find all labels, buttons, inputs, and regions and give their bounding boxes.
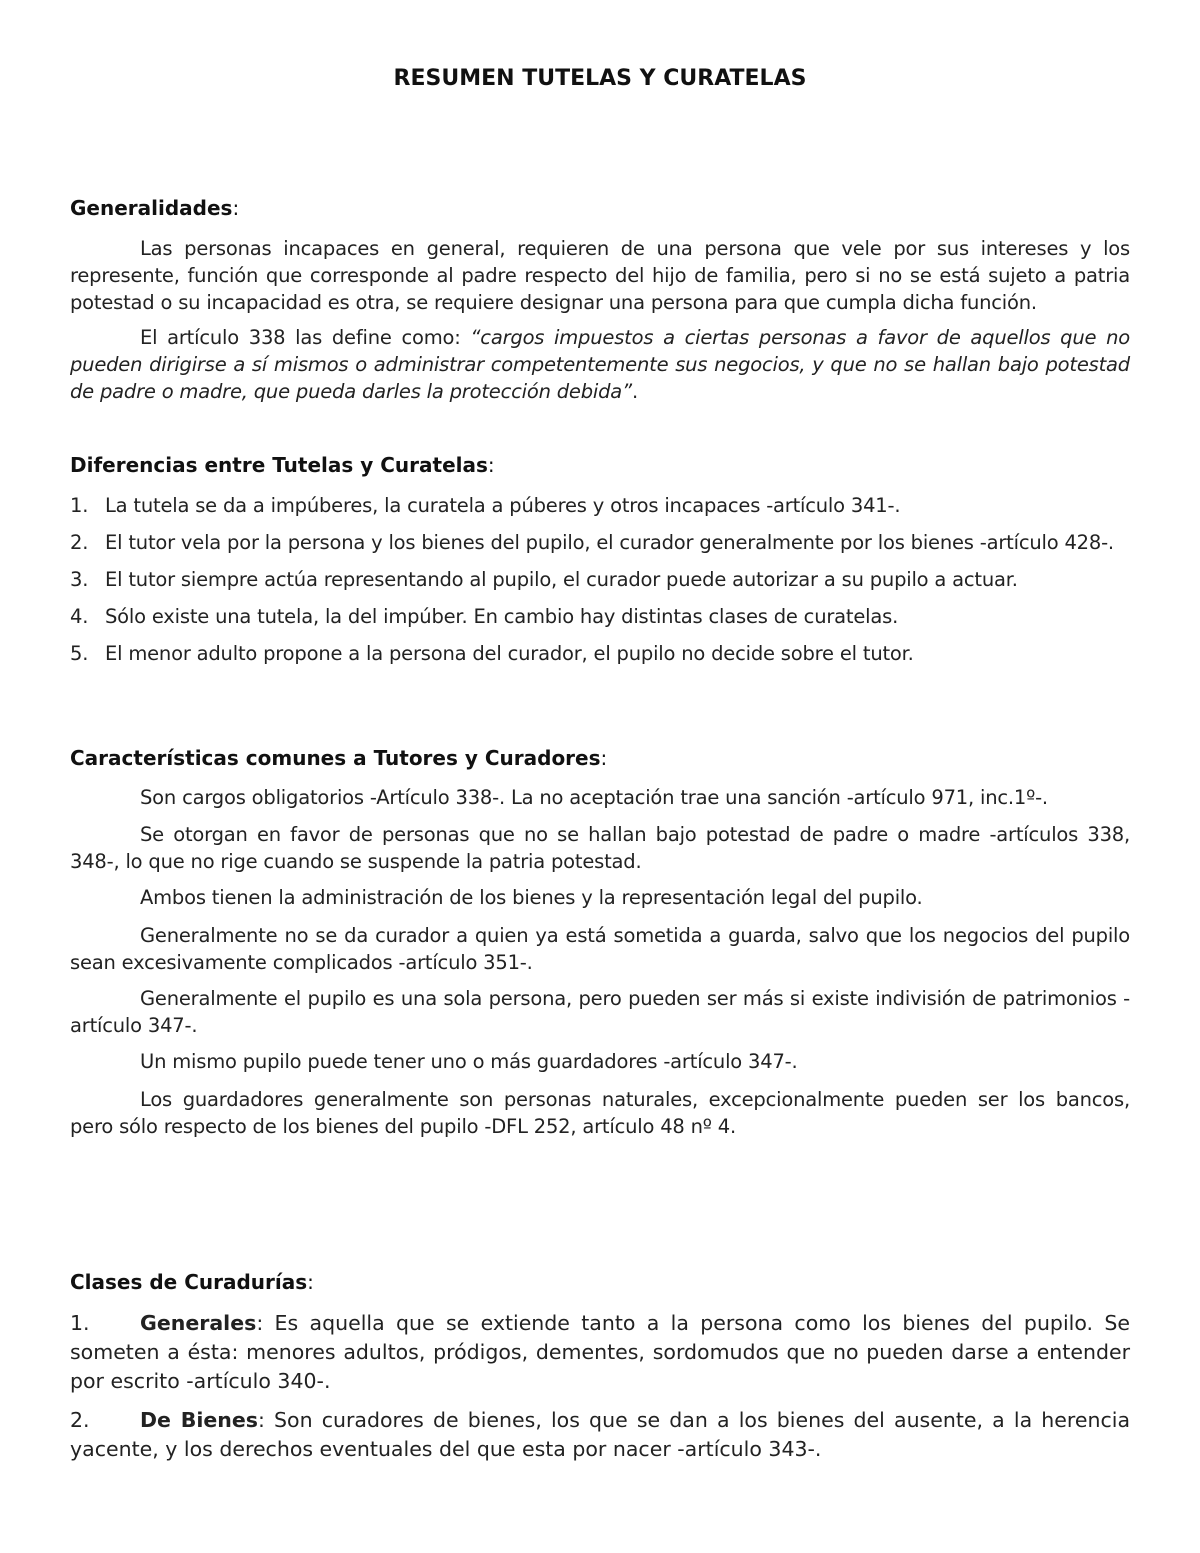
caracteristicas-paragraph-4: Generalmente no se da curador a quien ya está sometida a guarda, salvo que los negocios del pupilo sean excesivamente complicados -artículo 351-. <box>70 924 1130 974</box>
list-number: 1. <box>70 494 89 517</box>
heading-colon: : <box>600 746 608 770</box>
list-number: 3. <box>70 568 89 591</box>
generalidades-paragraph-1: Las personas incapaces en general, requieren de una persona que vele por sus intereses y los represente, función que corresponde al padre respecto del hijo de familia, pero si no se está sujeto a patria potestad o su incapacidad es otra, se requiere designar una persona para que cumpla dicha función. <box>70 237 1130 314</box>
list-text: El menor adulto propone a la persona del curador, el pupilo no decide sobre el tutor. <box>105 642 914 665</box>
caracteristicas-paragraph-7: Los guardadores generalmente son personas naturales, excepcionalmente pueden ser los bancos, pero sólo respecto de los bienes del pupilo -DFL 252, artículo 48 nº 4. <box>70 1088 1130 1138</box>
caracteristicas-paragraph-1: Son cargos obligatorios -Artículo 338-. La no aceptación trae una sanción -artículo 971, inc.1º-. <box>140 786 1048 809</box>
definition-end: . <box>631 380 638 403</box>
caracteristicas-paragraph-5: Generalmente el pupilo es una sola persona, pero pueden ser más si existe indivisión de patrimonios -artículo 347-. <box>70 987 1130 1037</box>
list-item <box>70 1309 1130 1396</box>
list-number: 2. <box>70 531 89 554</box>
heading-diferencias <box>70 453 495 477</box>
list-number: 2. <box>70 1408 90 1432</box>
heading-caracteristicas <box>70 746 607 770</box>
caracteristicas-paragraph-2: Se otorgan en favor de personas que no se hallan bajo potestad de padre o madre -artículos 338, 348-, lo que no rige cuando se suspende la patria potestad. <box>70 823 1130 873</box>
list-number: 4. <box>70 605 89 628</box>
heading-colon: : <box>307 1270 314 1294</box>
generalidades-paragraph-2 <box>70 324 1130 405</box>
list-label: Generales <box>140 1311 257 1335</box>
list-item <box>70 529 1130 556</box>
heading-text: Características comunes a Tutores y Curadores <box>70 746 601 770</box>
list-item <box>70 566 1130 593</box>
list-item <box>70 1406 1130 1464</box>
heading-clases <box>70 1270 314 1294</box>
document-title: RESUMEN TUTELAS Y CURATELAS <box>393 66 807 91</box>
list-item <box>70 492 1130 519</box>
diferencias-list <box>70 492 1130 667</box>
list-item <box>70 603 1130 630</box>
heading-text: Diferencias entre Tutelas y Curatelas <box>70 453 488 477</box>
list-text: : Es aquella que se extiende tanto a la persona como los bienes del pupilo. Se someten a ésta: menores adultos, pródigos, dementes, sordomudos que no pueden darse a entender por escrito -artículo 340-. <box>70 1311 1130 1393</box>
heading-colon: : <box>487 453 495 477</box>
list-text: El tutor vela por la persona y los bienes del pupilo, el curador generalmente por los bienes -artículo 428-. <box>105 531 1114 554</box>
list-label: De Bienes <box>140 1408 258 1432</box>
list-text: : Son curadores de bienes, los que se dan a los bienes del ausente, a la herencia yacente, y los derechos eventuales del que esta por nacer -artículo 343-. <box>70 1408 1131 1461</box>
heading-generalidades <box>70 196 239 220</box>
definition-intro: El artículo 338 las define como: <box>140 326 471 349</box>
heading-colon: : <box>232 196 240 220</box>
list-text: La tutela se da a impúberes, la curatela a púberes y otros incapaces -artículo 341-. <box>105 494 901 517</box>
list-text: El tutor siempre actúa representando al pupilo, el curador puede autorizar a su pupilo a actuar. <box>105 568 1018 591</box>
list-number: 1. <box>70 1311 90 1335</box>
list-number: 5. <box>70 642 89 665</box>
clases-list <box>70 1309 1130 1464</box>
list-item <box>70 640 1130 667</box>
definition-quote: “cargos impuestos a ciertas personas a favor de aquellos que no pueden dirigirse a sí mismos o administrar competentemente sus negocios, y que no se hallan bajo potestad de padre o madre, que pueda darles la protección debida” <box>70 326 1130 403</box>
heading-text: Generalidades <box>70 196 233 220</box>
list-text: Sólo existe una tutela, la del impúber. En cambio hay distintas clases de curatelas. <box>105 605 899 628</box>
caracteristicas-paragraph-3: Ambos tienen la administración de los bienes y la representación legal del pupilo. <box>140 886 923 909</box>
caracteristicas-paragraph-6: Un mismo pupilo puede tener uno o más guardadores -artículo 347-. <box>140 1050 798 1073</box>
heading-text: Clases de Curadurías <box>70 1270 308 1294</box>
